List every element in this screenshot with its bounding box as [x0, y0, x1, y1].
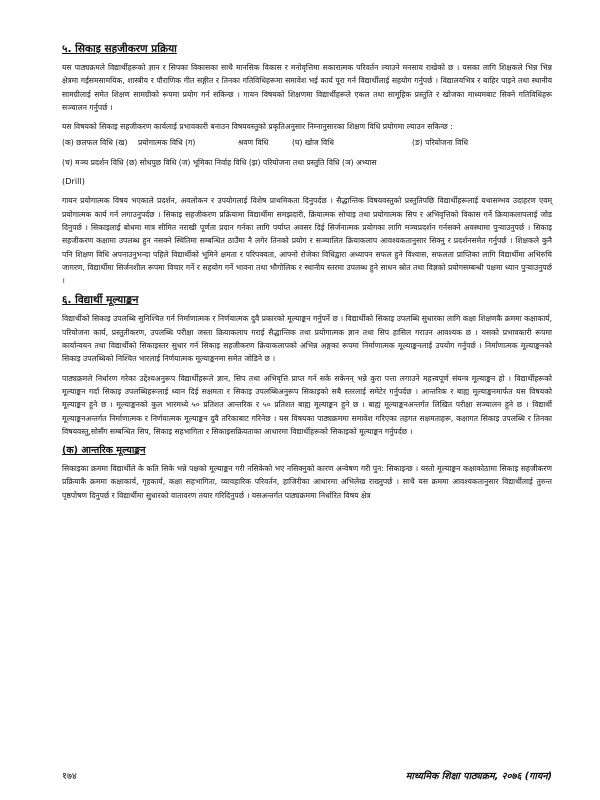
section-6-paragraph-1: विद्यार्थीको सिकाइ उपलब्धि सुनिश्चित गर्न निर्माणात्मक र निर्णयात्मक दुवै प्रकारको मूल्याङ्कन गर्नुपर्ने छ । विद्यार्थीको सिकाइ उपलब्धि सुधारका लागि कक्षा शिक्षणकै क्रममा कक्षाकार्य, परियोजना कार्य, प्रस्तुतीकरण, उपलब्धि परीक्षा जस्ता क्रियाकलाप गराई सैद्धान्तिक तथा प्रयोगात्मक ज्ञान तथा सिप हासिल गराउन आवश्यक छ । यसको प्रभावकारी रूपमा कार्यान्वयन तथा विद्यार्थीको सिकाइस्तर सुधार गर्न सिकाइ सहजीकरण क्रियाकलापको अभिन्न अङ्गका रूपमा निर्माणात्मक मूल्याङ्कनलाई उपयोग गर्नुपर्छ । निर्माणात्मक मूल्याङ्कनको सिकाइ उपलब्धिको निश्चित भारलाई निर्णयात्मक मूल्याङ्कनमा समेत जोडिने छ ।	[62, 314, 552, 364]
section-6-paragraph-3: सिकाइका क्रममा विद्यार्थीले के कति सिके भन्ने पक्षको मूल्याङ्कन गरी नसिकेको भए नसिक्नुको कारण अन्वेषण गरी पुन: सिकाइन्छ । यस्तो मूल्याङ्कन कक्षाकोठामा सिकाइ सहजीकरण प्रक्रियाकै क्रममा कक्षाकार्य, गृहकार्य, कक्षा सहभागिता, व्यावहारिक परिवर्तन, हाजिरीका आधारमा अभिलेख राख्नुपर्छ । साथै यस क्रममा आवश्यकतानुसार विद्यार्थीलाई तुरुन्त पृष्ठपोषण दिनुपर्छ र विद्यार्थीमा सुधारको वातावरण तयार गरिदिनुपर्छ । यसअन्तर्गत पाठ्यक्रममा निर्धारित विषय क्षेत्र	[62, 464, 552, 500]
method-item: (ङ) परियोजना विधि	[412, 138, 468, 148]
method-items-row-2: (च) मञ्च प्रदर्शन विधि (छ) सोधपुछ विधि (ज) भूमिका निर्वाह विधि (झ) परियोजना तथा प्रस्तुति विधि (ञ) अभ्यास	[62, 157, 377, 167]
section-5-paragraph-2: यस विषयको सिकाइ सहजीकरण कार्यलाई प्रभावकारी बनाउन विषयवस्तुको प्रकृतिअनुसार निम्नानुसारका शिक्षण विधि प्रयोगमा ल्याउन सकिन्छ :	[62, 122, 453, 132]
document-page	[62, 42, 552, 508]
section-5-heading: ५. सिकाइ सहजीकरण प्रक्रिया	[62, 43, 177, 55]
method-item: श्रवण विधि	[238, 138, 269, 148]
drill-label: (Drill)	[62, 176, 85, 187]
section-6-heading: ६. विद्यार्थी मूल्याङ्कन	[62, 294, 139, 307]
page-number: १७४	[62, 771, 77, 782]
methods-row-2	[62, 156, 552, 169]
method-item: प्रयोगात्मक विधि (ग)	[138, 138, 196, 148]
section-5-paragraph-1: यस पाठ्यक्रमले विद्यार्थीहरूको ज्ञान र सिपका विकासका साथै मानसिक विकास र मनोवृत्तिमा सकारात्मक परिवर्तन ल्याउने मनसाय राखेको छ । यसका लागि शिक्षकले भिन्न भिन्न क्षेत्रमा गईसमसामयिक, शास्त्रीय र पौराणिक गीत सङ्गीत र तिनका गतिविधिहरूमा समावेश भई कार्य पूरा गर्न विद्यार्थीलाई सहयोग गर्नुपर्छ । विद्यालयभित्र र बाहिर पाइने तथा स्थानीय सामग्रीलाई समेत शिक्षण सामग्रीको रूपमा प्रयोग गर्न सकिन्छ । गायन विषयको शिक्षणमा विद्यार्थीहरूले एकल तथा सामूहिक प्रस्तुति र खोजका माध्यमबाट सिक्ने गतिविधिहरू सञ्चालन गर्नुपर्छ ।	[62, 63, 552, 112]
page-footer	[62, 769, 552, 782]
method-item: (क) छलफल विधि (ख)	[62, 138, 128, 148]
methods-row-1	[62, 136, 552, 149]
publication-title: माध्यमिक शिक्षा पाठ्यक्रम, २०७६ (गायन)	[405, 771, 552, 782]
internal-evaluation-heading: (क) आन्तरिक मूल्याङ्कन	[62, 445, 146, 457]
section-6-paragraph-2: पाठ्यक्रमले निर्धारण गरेका उद्देश्यअनुरूप विद्यार्थीहरूले ज्ञान, सिप तथा अभिवृत्ति प्राप्त गर्न सके सकेनन् भन्ने कुरा पत्ता लगाउने महत्त्वपूर्ण संयन्त्र मूल्याङ्कन हो । विद्यार्थीहरूको मूल्याङ्कन गर्दा सिकाइ उपलब्धिहरूलाई ध्यान दिई सक्षमता र सिकाइ उपलब्धिअनुरूप सिकाइको सबै स्तरलाई समेटेर गर्नुपर्दछ । आन्तरिक र बाह्य मूल्याङ्कनमार्फत यस विषयको मूल्याङ्कन हुने छ । मूल्याङ्कनको कुल भारमध्ये ५० प्रतिशत आन्तरिक र ५० प्रतिशत बाह्य मूल्याङ्कन हुने छ । बाह्य मूल्याङ्कनअन्तर्गत लिखित परीक्षा सञ्चालन हुने छ । विद्यार्थी मूल्याङ्कनअन्तर्गत निर्माणात्मक र निर्णयात्मक मूल्याङ्कन दुवै तरिकाबाट गरिनेछ । यस विषयका पाठ्यक्रममा समावेश गरिएका तहगत सक्षमताहरू, कक्षागत सिकाइ उपलब्धि र तिनका विषयवस्तु,सोसँग सम्बन्धित सिप, सिकाइ सहभागिता र सिकाइसक्रियताका आधारमा विद्यार्थीहरूको सिकाइको मूल्याङ्कन गर्नुपर्दछ ।	[62, 373, 552, 436]
teaching-methods-list	[62, 136, 552, 169]
section-5-paragraph-3: गायन प्रयोगात्मक विषय भएकाले प्रदर्शन, अवलोकन र उपयोगलाई विशेष प्राथमिकता दिनुपर्दछ । सैद्धान्तिक विषयवस्तुको प्रस्तुतिपछि विद्यार्थीहरूलाई यथासम्भव उदाहरण एवम् प्रयोगात्मक कार्य गर्न लगाउनुपर्दछ । सिकाइ सहजीकरण प्रक्रियामा विद्यार्थीमा समझदारी, क्रियात्मक सोचाइ तथा प्रयोगात्मक सिप र अभिवृत्तिको विकास गर्ने क्रियाकलापलाई जोड दिनुपर्छ । सिकाइलाई बोधमा मात्र सीमित नराखी पूर्णता प्रदान गर्नका लागि पर्याप्त अवसर दिई सिर्जनात्मक प्रयोगका लागि मञ्चप्रदर्शन गर्नसक्ने अवस्थामा पुऱ्याउनुपर्छ । सिकाइ सहजीकरण कक्षामा उपलब्ध हुन नसक्ने स्थितिमा सम्बन्धित ठाउँमा नै लगेर तिनको प्रयोग र सञ्चालित क्रियाकलाप आवश्यकतानुसार सिक्नु र प्रदर्शनसमेत गर्नुपर्छ । शिक्षकले कुनै पनि शिक्षण विधि अपनाउनुभन्दा पहिले विद्यार्थीको भूमिने क्षमता र परिपक्वता, आफ्नो रोजेका विधिद्वारा अध्यापन सफल हुने विश्वास, सफलता प्राप्तिका लागि विद्यार्थीमा अभिरुचि जागरण, विद्यार्थीमा सिर्जनशील रूपमा विचार गर्ने र सहयोग गर्ने भावना तथा भौगोलिक र स्थानीय स्तरमा उपलब्ध हुने साधन स्रोत तथा विज्ञको प्रयोगसम्बन्धी पक्षमा ध्यान पुऱ्याउनुपर्छ ।	[62, 196, 552, 286]
method-item: (घ) खोज विधि	[292, 138, 334, 148]
